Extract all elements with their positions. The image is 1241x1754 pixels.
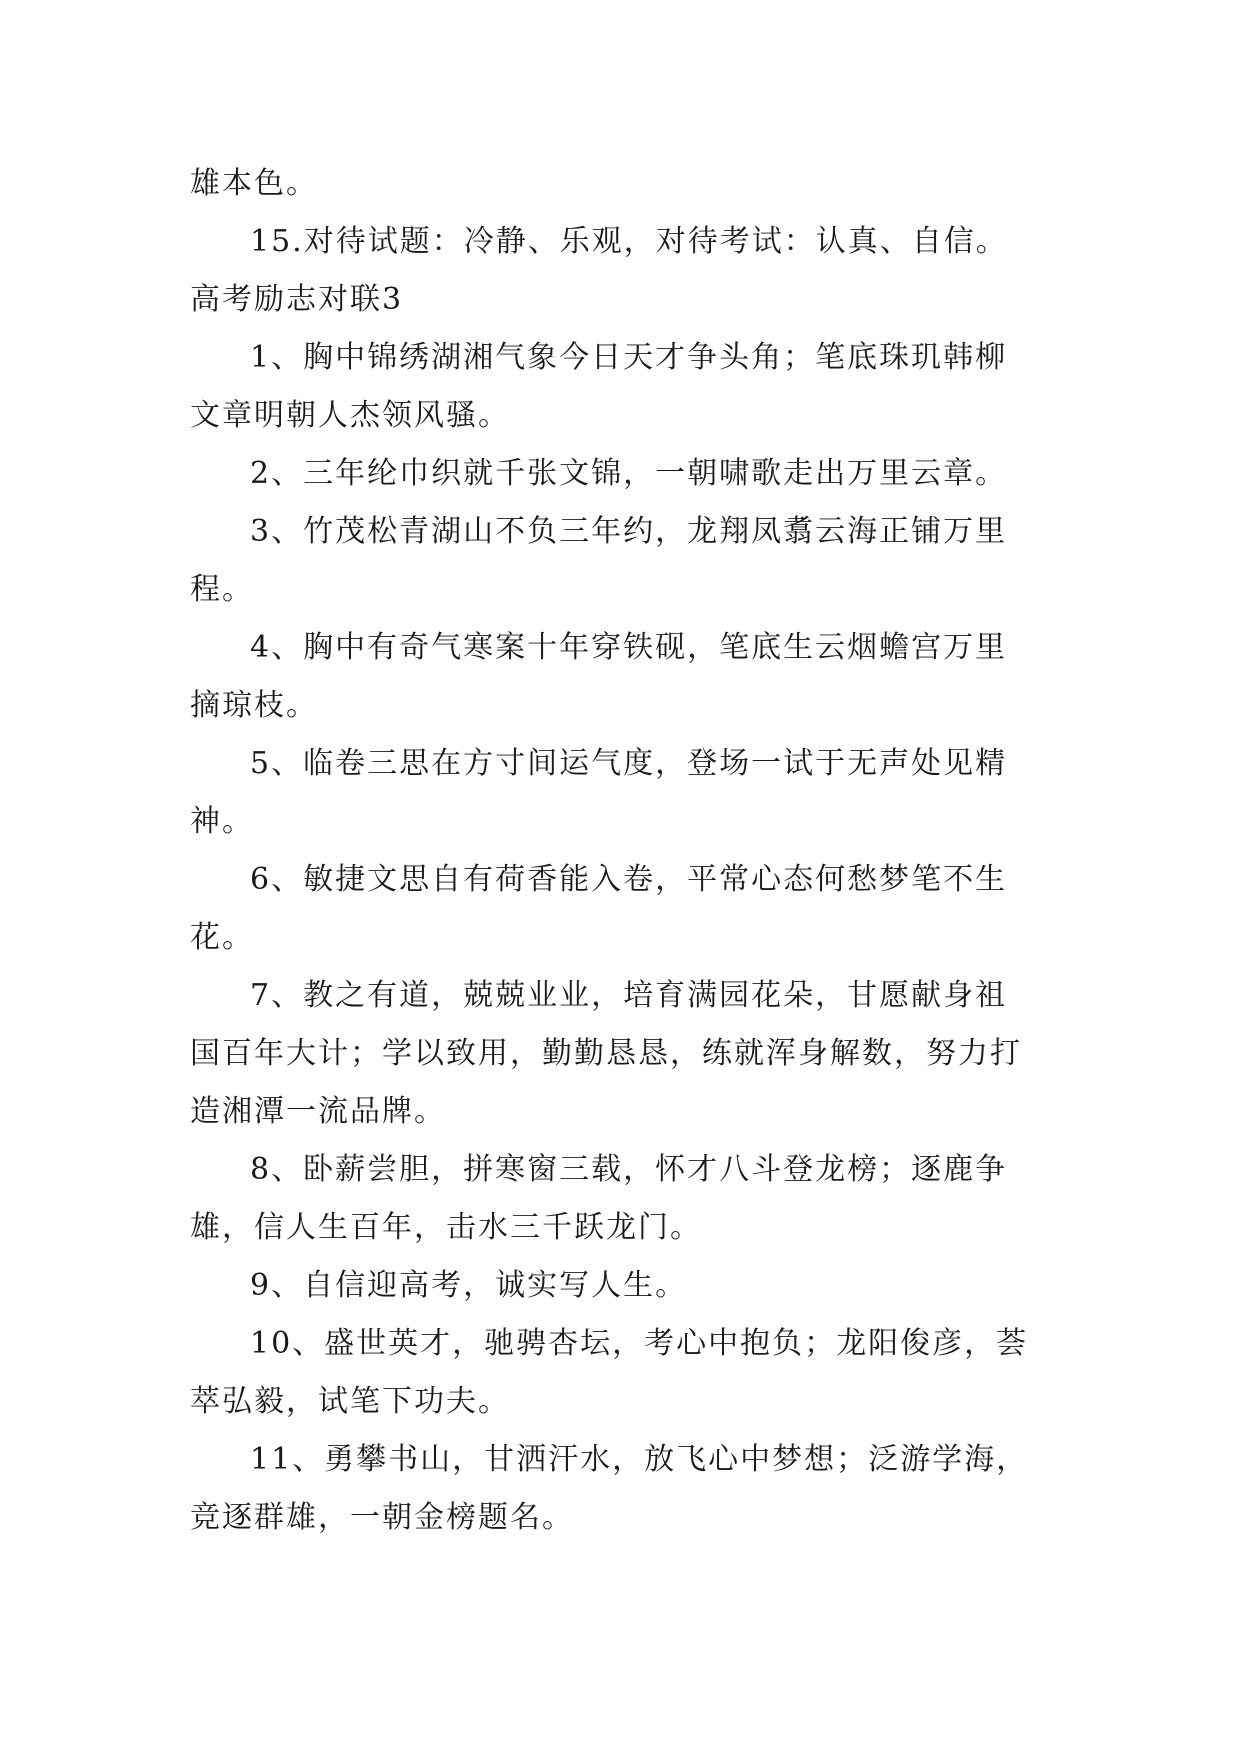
text-line: 6、敏捷文思自有荷香能入卷，平常心态何愁梦笔不生 (250, 862, 1008, 897)
text-line: 程。 (190, 572, 254, 607)
document-body (190, 155, 1050, 1547)
text-line: 造湘潭一流品牌。 (190, 1094, 446, 1129)
text-line: 雄，信人生百年，击水三千跃龙门。 (190, 1210, 702, 1245)
text-line: 神。 (190, 804, 254, 839)
text-line: 15.对待试题：冷静、乐观，对待考试：认真、自信。 (250, 224, 1008, 259)
section-heading: 高考励志对联3 (190, 282, 404, 317)
text-line: 萃弘毅，试笔下功夫。 (190, 1384, 510, 1419)
text-line: 雄本色。 (190, 166, 318, 201)
text-line: 9、自信迎高考，诚实写人生。 (250, 1268, 688, 1303)
text-line: 4、胸中有奇气寒案十年穿铁砚，笔底生云烟蟾宫万里 (250, 630, 1008, 665)
text-line: 文章明朝人杰领风骚。 (190, 398, 510, 433)
text-line: 10、盛世英才，驰骋杏坛，考心中抱负；龙阳俊彦，荟 (250, 1326, 1029, 1361)
text-line: 摘琼枝。 (190, 688, 318, 723)
text-line: 2、三年纶巾织就千张文锦，一朝啸歌走出万里云章。 (250, 456, 1008, 491)
text-line: 11、勇攀书山，甘洒汗水，放飞心中梦想；泛游学海， (250, 1442, 1029, 1477)
text-line: 7、教之有道，兢兢业业，培育满园花朵，甘愿献身祖 (250, 978, 1008, 1013)
text-line: 8、卧薪尝胆，拼寒窗三载，怀才八斗登龙榜；逐鹿争 (250, 1152, 1008, 1187)
text-line: 5、临卷三思在方寸间运气度，登场一试于无声处见精 (250, 746, 1008, 781)
text-line: 竞逐群雄，一朝金榜题名。 (190, 1500, 574, 1535)
text-line: 3、竹茂松青湖山不负三年约，龙翔凤翥云海正铺万里 (250, 514, 1008, 549)
text-line: 花。 (190, 920, 254, 955)
text-line: 1、胸中锦绣湖湘气象今日天才争头角；笔底珠玑韩柳 (250, 340, 1008, 375)
text-line: 国百年大计；学以致用，勤勤恳恳，练就浑身解数，努力打 (190, 1036, 1022, 1071)
